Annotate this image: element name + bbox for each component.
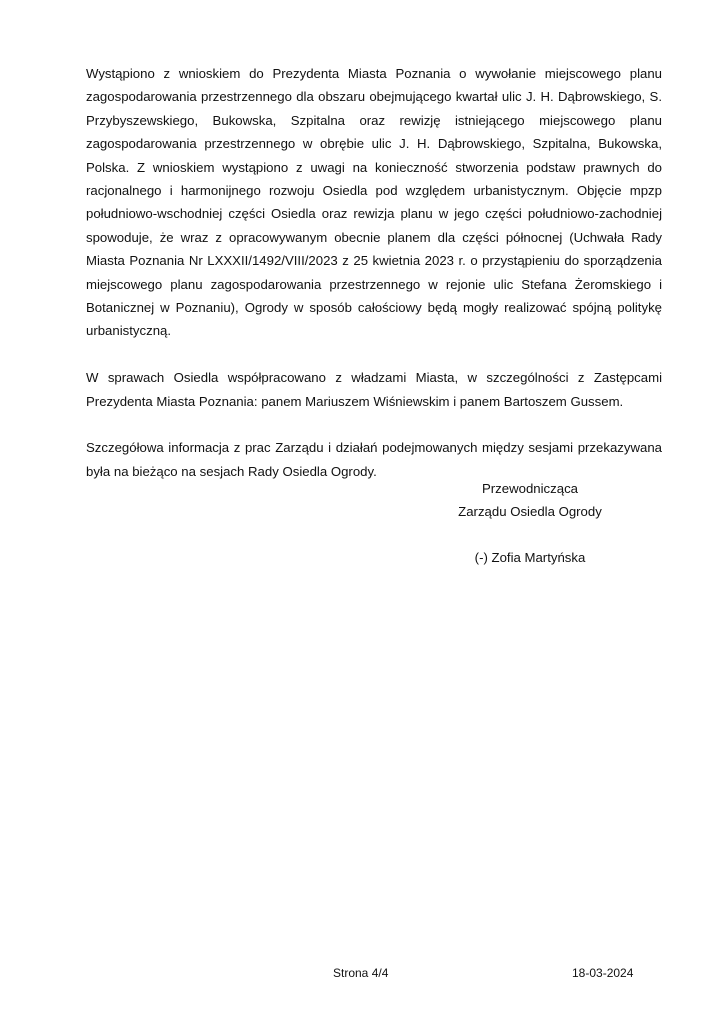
signature-name: (-) Zofia Martyńska bbox=[474, 549, 586, 565]
paragraph-sessions-info: Szczegółowa informacja z prac Zarządu i działań podejmowanych między sesjami przekazywana była na bieżąco na sesjach Rady Osiedla Ogrody. bbox=[86, 440, 662, 479]
signature-title-line1: Przewodnicząca bbox=[481, 481, 579, 496]
signature-title-line2: Zarządu Osiedla Ogrody bbox=[458, 504, 602, 520]
paragraph-planning-request: Wystąpiono z wnioskiem do Prezydenta Miasta Poznania o wywołanie miejscowego planu zagospodarowania przestrzennego dla obszaru obejmującego kwartał ulic J. H. Dąbrowskiego, S. Przybyszewskiego, Bukowska, Szpitalna oraz rewizję istniejącego miejscowego planu zagospodarowania przestrzennego w obrębie ulic J. H. Dąbrowskiego, Szpitalna, Bukowska, Polska. Z wnioskiem wystąpiono z uwagi na konieczność stworzenia podstaw prawnych do racjonalnego i harmonijnego rozwoju Osiedla pod względem urbanistycznym. Objęcie mpzp południowo-wschodniej części Osiedla oraz rewizja planu w jego części południowo-zachodniej spowoduje, że wraz z opracowywanym obecnie planem dla części północnej (Uchwała Rady Miasta Poznania Nr LXXXII/1492/VIII/2023 z 25 kwietnia 2023 r. o przystąpieniu do sporządzenia miejscowego planu zagospodarowania przestrzennego w rejonie ulic Stefana Żeromskiego i Botanicznej w Poznaniu), Ogrody w sposób całościowy będą mogły realizować spójną politykę urbanistyczną. bbox=[86, 66, 662, 339]
paragraph-city-cooperation: W sprawach Osiedla współpracowano z władzami Miasta, w szczególności z Zastępcami Prezydenta Miasta Poznania: panem Mariuszem Wiśniewskim i panem Bartoszem Gussem. bbox=[86, 370, 662, 409]
document-date: 18-03-2024 bbox=[572, 966, 634, 980]
page-number: Strona 4/4 bbox=[333, 966, 389, 980]
document-body bbox=[86, 62, 662, 483]
signature-block bbox=[430, 477, 630, 569]
